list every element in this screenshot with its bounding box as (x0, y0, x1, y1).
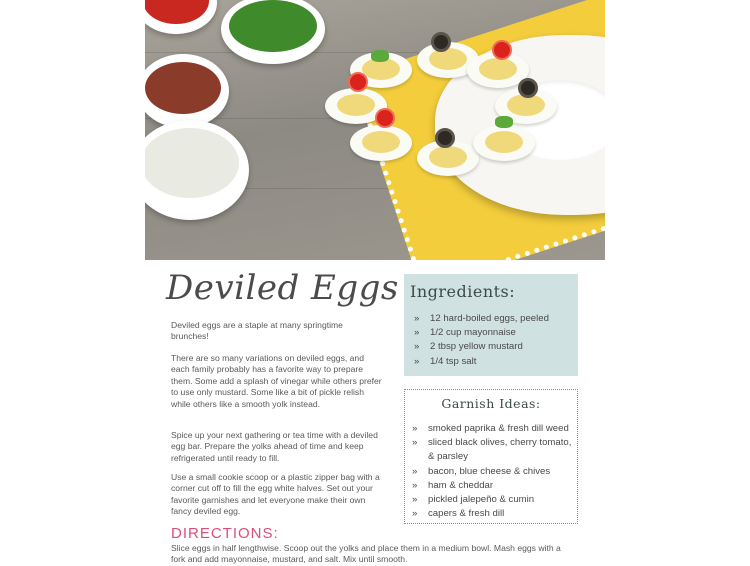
olive-garnish (518, 78, 538, 98)
deviled-egg (473, 125, 535, 161)
recipe-title: Deviled Eggs (166, 268, 399, 308)
garnish-heading: Garnish Ideas: (441, 396, 541, 411)
garnish-item: » pickled jalepeño & cumin (412, 493, 577, 507)
pepper-garnish (495, 116, 513, 128)
ingredients-box (404, 274, 578, 376)
tomato-garnish (348, 72, 368, 92)
olive-garnish (435, 128, 455, 148)
deviled-egg (350, 125, 412, 161)
garnish-item: » sliced black olives, cherry tomato, & parsley (412, 436, 577, 464)
bacon-garnish (375, 108, 395, 128)
ingredient-item: » 12 hard-boiled eggs, peeled (414, 312, 549, 326)
tomato-garnish (492, 40, 512, 60)
chive-garnish (371, 50, 389, 62)
intro-paragraph: Deviled eggs are a staple at many springtime brunches! (171, 320, 343, 342)
ingredients-list (414, 312, 549, 369)
recipe-photo (145, 0, 605, 260)
bacon-bowl (145, 54, 229, 128)
directions-text: Slice eggs in half lengthwise. Scoop out the yolks and place them in a medium bowl. Mash eggs with a fork and add mayonnaise, mustard, and salt. Mix until smooth. (171, 543, 561, 565)
blue-cheese-bowl (145, 120, 249, 220)
garnish-item: » bacon, blue cheese & chives (412, 465, 577, 479)
garnish-item: » smoked paprika & fresh dill weed (412, 422, 577, 436)
tomato-bowl (145, 0, 217, 34)
intro-paragraph: There are so many variations on deviled eggs, and each family probably has a favorite way to prepare them. Some add a splash of vinegar while others prefer to use only mustard. Some like a bit of pickle relish while others like a smooth yolk instead. (171, 353, 382, 409)
intro-paragraph: Spice up your next gathering or tea time with a deviled egg bar. Prepare the yolks ahead of time and keep refrigerated until ready to fill. (171, 430, 378, 463)
garnish-box (404, 389, 578, 524)
ingredient-item: » 2 tbsp yellow mustard (414, 340, 549, 354)
ingredient-item: » 1/2 cup mayonnaise (414, 326, 549, 340)
olive-garnish (431, 32, 451, 52)
intro-paragraph: Use a small cookie scoop or a plastic zipper bag with a corner cut off to fill the egg white halves. Set out your favorite garnishes and let everyone make their own fancy deviled egg. (171, 472, 380, 517)
chives-bowl (221, 0, 325, 64)
ingredient-item: » 1/4 tsp salt (414, 355, 549, 369)
garnish-list (412, 422, 577, 521)
garnish-item: » capers & fresh dill (412, 507, 577, 521)
directions-heading: DIRECTIONS: (171, 525, 279, 542)
garnish-item: » ham & cheddar (412, 479, 577, 493)
ingredients-heading: Ingredients: (410, 282, 516, 301)
